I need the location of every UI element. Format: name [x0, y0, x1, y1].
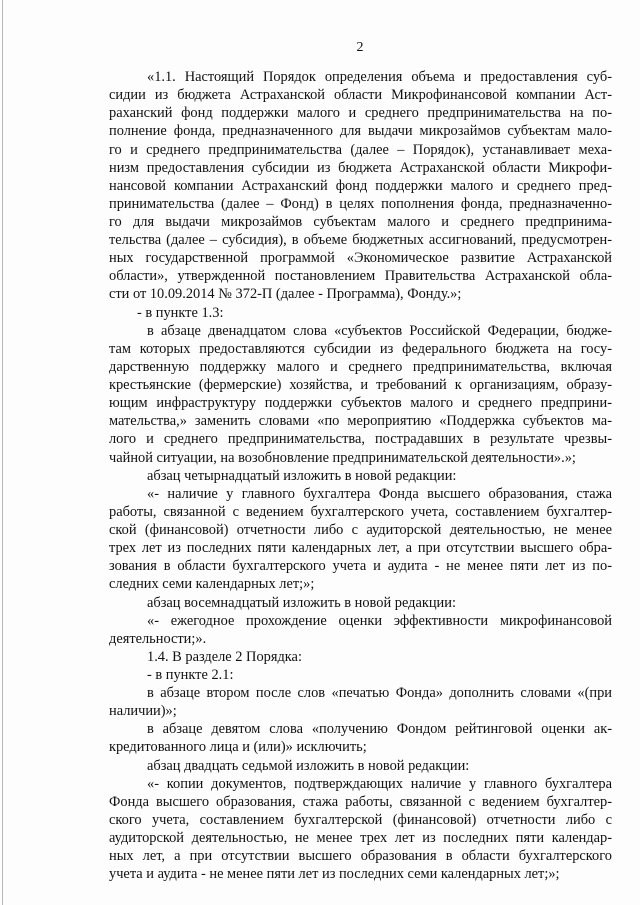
text-line: низм предоставления субсидии из бюджета Астраханской области Микрофи- [109, 159, 612, 176]
text-line: работы, связанной с ведением бухгалтерского учета, составлением бухгалтер- [109, 503, 612, 520]
text-line: раханский фонд поддержки малого и среднего предпринимательства на по- [109, 105, 612, 122]
text-line: сти от 10.09.2014 № 372-П (далее - Программа), Фонду.»; [109, 286, 462, 303]
text-line: ющим инфраструктуру поддержки субъектов малого и среднего предприни- [109, 395, 612, 412]
text-line: области», утвержденной постановлением Правительства Астраханской обла- [109, 268, 612, 285]
text-line: мательства,» заменить словами «по мероприятию «Поддержка субъектов ма- [109, 413, 612, 430]
text-line: трех лет из последних пяти календарных лет, а при отсутствии высшего обра- [109, 540, 612, 557]
text-line: го для выдачи микрозаймов субъектам малого и среднего предпринима- [109, 214, 612, 230]
text-line: го и среднего предпринимательства (далее – Порядок), устанавливает меха- [109, 141, 612, 158]
text-line: чайной ситуации, на возобновление предпринимательской деятельности».»; [109, 449, 576, 466]
text-line: полнение фонда, предназначенного для выдачи микрозаймов субъектам мало- [109, 123, 612, 140]
text-line: - в пункте 1.3: [137, 304, 224, 321]
text-line: абзац восемнадцатый изложить в новой редакции: [147, 594, 456, 611]
text-line: абзац двадцать седьмой изложить в новой редакции: [147, 757, 470, 774]
text-line: аудиторской деятельностью, не менее трех лет из последних пяти календар- [109, 830, 612, 846]
text-line: деятельности;». [109, 630, 207, 647]
text-line: ных лет, а при отсутствии высшего образования в области бухгалтерского [109, 848, 612, 865]
text-line: дарственную поддержку малого и среднего предпринимательства, включая [109, 358, 612, 375]
text-line: ных государственной программой «Экономическое развитие Астраханской [109, 250, 612, 267]
text-line: лого и среднего предпринимательства, пострадавших в результате чрезвы- [109, 431, 612, 448]
text-line: - в пункте 2.1: [147, 667, 234, 683]
text-line: тельства (далее – субсидия), в объеме бюджетных ассигнований, предусмотрен- [109, 232, 612, 249]
text-line: сидии из бюджета Астраханской области Микрофинансовой компании Аст- [109, 87, 612, 104]
text-line: наличии)»; [109, 703, 177, 720]
text-line: ской (финансовой) отчетности либо с аудиторской деятельностью, не менее [109, 522, 612, 538]
text-line: в абзаце девятом слова «получению Фондом рейтинговой оценки ак- [147, 721, 612, 738]
text-line: следних семи календарных лет;»; [109, 576, 315, 593]
text-line: «- ежегодное прохождение оценки эффективности микрофинансовой [147, 612, 612, 629]
text-line: абзац четырнадцатый изложить в новой редакции: [147, 467, 457, 484]
text-line: там которых предоставляются субсидии из федерального бюджета на госу- [109, 340, 612, 357]
page-number: 2 [356, 40, 364, 55]
text-line: крестьянские (фермерские) хозяйства, и требований к организациям, образу- [109, 377, 612, 393]
text-line: в абзаце втором после слов «печатью Фонда» дополнить словами «(при [147, 685, 612, 702]
text-line: Фонда высшего образования, стажа работы, связанной с ведением бухгалтер- [109, 793, 612, 810]
text-line: принимательства (далее – Фонд) в целях пополнения фонда, предназначенно- [109, 195, 612, 212]
text-line: зования в области бухгалтерского учета и аудита - не менее пяти лет из по- [109, 558, 612, 575]
text-line: «- наличие у главного бухгалтера Фонда высшего образования, стажа [147, 485, 612, 502]
text-line: «- копии документов, подтверждающих наличие у главного бухгалтера [147, 775, 612, 792]
text-line: кредитованного лица и (или)» исключить; [109, 739, 367, 756]
text-line: в абзаце двенадцатом слова «субъектов Российской Федерации, бюдже- [147, 322, 612, 339]
text-line: нансовой компании Астраханский фонд поддержки малого и среднего пред- [109, 177, 612, 194]
text-line: «1.1. Настоящий Порядок определения объема и предоставления суб- [147, 69, 612, 85]
text-line: 1.4. В разделе 2 Порядка: [147, 648, 302, 665]
text-line: учета и аудита - не менее пяти лет из последних семи календарных лет;»; [109, 866, 560, 883]
text-line: ского учета, составлением бухгалтерской (финансовой) отчетности либо с [109, 811, 612, 828]
